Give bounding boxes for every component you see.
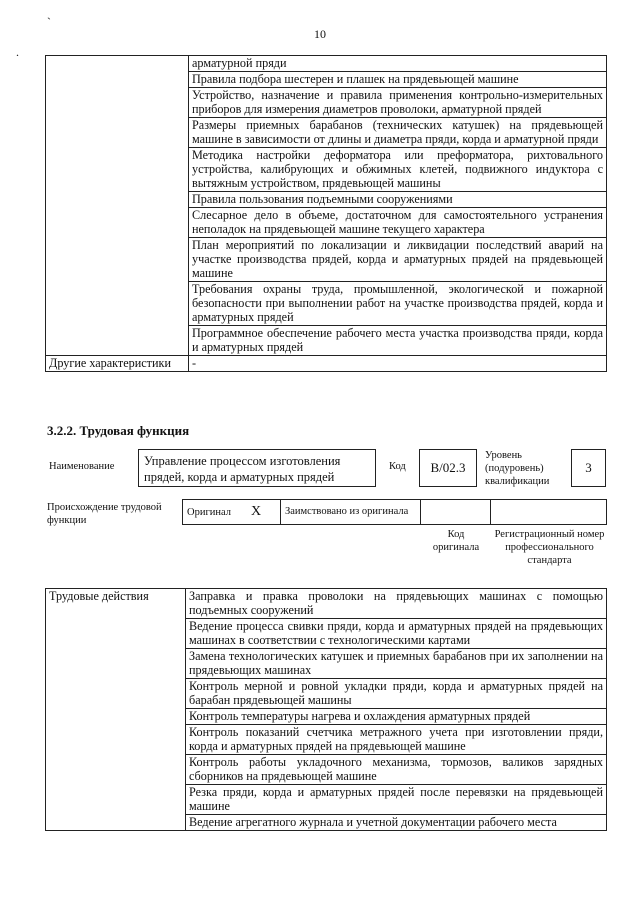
original-code-cell [421, 500, 491, 525]
empty-label-cell [46, 56, 189, 356]
table-row [183, 500, 607, 525]
list-item: Контроль показаний счетчика метражного учета при изготовлении пряди, корда и арматурных прядей на прядевьющей машине [186, 725, 607, 755]
table-row [46, 356, 607, 372]
list-item: Требования охраны труда, промышленной, экологической и пожарной безопасности при выполнении работ на участке производства прядей, корда и арматурных прядей [189, 282, 607, 326]
other-characteristics-label: Другие характеристики [46, 356, 189, 372]
scan-mark: . [16, 45, 19, 59]
labor-actions-label: Трудовые действия [46, 589, 186, 831]
function-name-box: Управление процессом изготовления прядей, корда и арматурных прядей [138, 449, 376, 487]
table-row [46, 589, 607, 619]
origin-table [182, 499, 607, 525]
table-row [46, 56, 607, 72]
requirements-table [45, 55, 607, 372]
code-original-caption: Код оригинала [432, 529, 480, 553]
list-item: Программное обеспечение рабочего места участка производства пряди, корда и арматурных прядей [189, 326, 607, 356]
labor-actions-table [45, 588, 607, 831]
list-item: Правила подбора шестерен и плашек на прядевьющей машине [189, 72, 607, 88]
list-item: Слесарное дело в объеме, достаточном для самостоятельного устранения неполадок на прядевьющей машине текущего характера [189, 208, 607, 238]
list-item: Замена технологических катушек и приемных барабанов при их заполнении на прядевьющих машинах [186, 649, 607, 679]
original-cell [183, 500, 281, 525]
section-title: 3.2.2. Трудовая функция [47, 423, 190, 438]
list-item: Правила пользования подъемными сооружениями [189, 192, 607, 208]
list-item: Устройство, назначение и правила применения контрольно-измерительных приборов для измерения диаметров проволоки, арматурной прядей [189, 88, 607, 118]
name-label: Наименование [49, 461, 115, 472]
level-value-box: 3 [571, 449, 606, 487]
list-item: Контроль мерной и ровной укладки пряди, корда и арматурных прядей на барабан прядевьющей машины [186, 679, 607, 709]
list-item: Ведение процесса свивки пряди, корда и арматурных прядей на прядевьющих машинах в соответствии с технологическими картами [186, 619, 607, 649]
registration-number-caption: Регистрационный номер профессионального стандарта [494, 529, 605, 566]
level-label [485, 449, 565, 488]
list-item: Контроль температуры нагрева и охлаждения арматурных прядей [186, 709, 607, 725]
list-item: Ведение агрегатного журнала и учетной документации рабочего места [186, 815, 607, 831]
list-item: Заправка и правка проволоки на прядевьющих машинах с помощью подъемных сооружений [186, 589, 607, 619]
other-characteristics-value: - [189, 356, 607, 372]
scan-mark: ` [47, 15, 51, 29]
list-item: План мероприятий по локализации и ликвидации последствий аварий на участке производства прядей, корда и арматурных прядей на прядевьющей машине [189, 238, 607, 282]
list-item: Размеры приемных барабанов (технических катушек) на прядевьющей машине в зависимости от длины и диаметра пряди, корда и арматурной пряди [189, 118, 607, 148]
original-label: Оригинал [187, 506, 231, 518]
registration-number-cell [491, 500, 607, 525]
function-code-box: B/02.3 [419, 449, 477, 487]
original-mark: X [251, 503, 262, 519]
list-item: арматурной пряди [189, 56, 607, 72]
level-label-text: Уровень (подуровень) квалификации [485, 450, 550, 487]
page-number: 10 [314, 27, 326, 41]
code-label: Код [389, 461, 406, 472]
list-item: Контроль работы укладочного механизма, тормозов, валиков зарядных сборников на прядевьющей машине [186, 755, 607, 785]
list-item: Методика настройки деформатора или преформатора, рихтовального устройства, калибрующих и обжимных клетей, подвижного индуктора с вытяжным устройством, прядевьющей машины [189, 148, 607, 192]
list-item: Резка пряди, корда и арматурных прядей после перевязки на прядевьющей машине [186, 785, 607, 815]
borrowed-label: Заимствовано из оригинала [281, 500, 421, 525]
origin-label: Происхождение трудовой функции [47, 502, 162, 526]
